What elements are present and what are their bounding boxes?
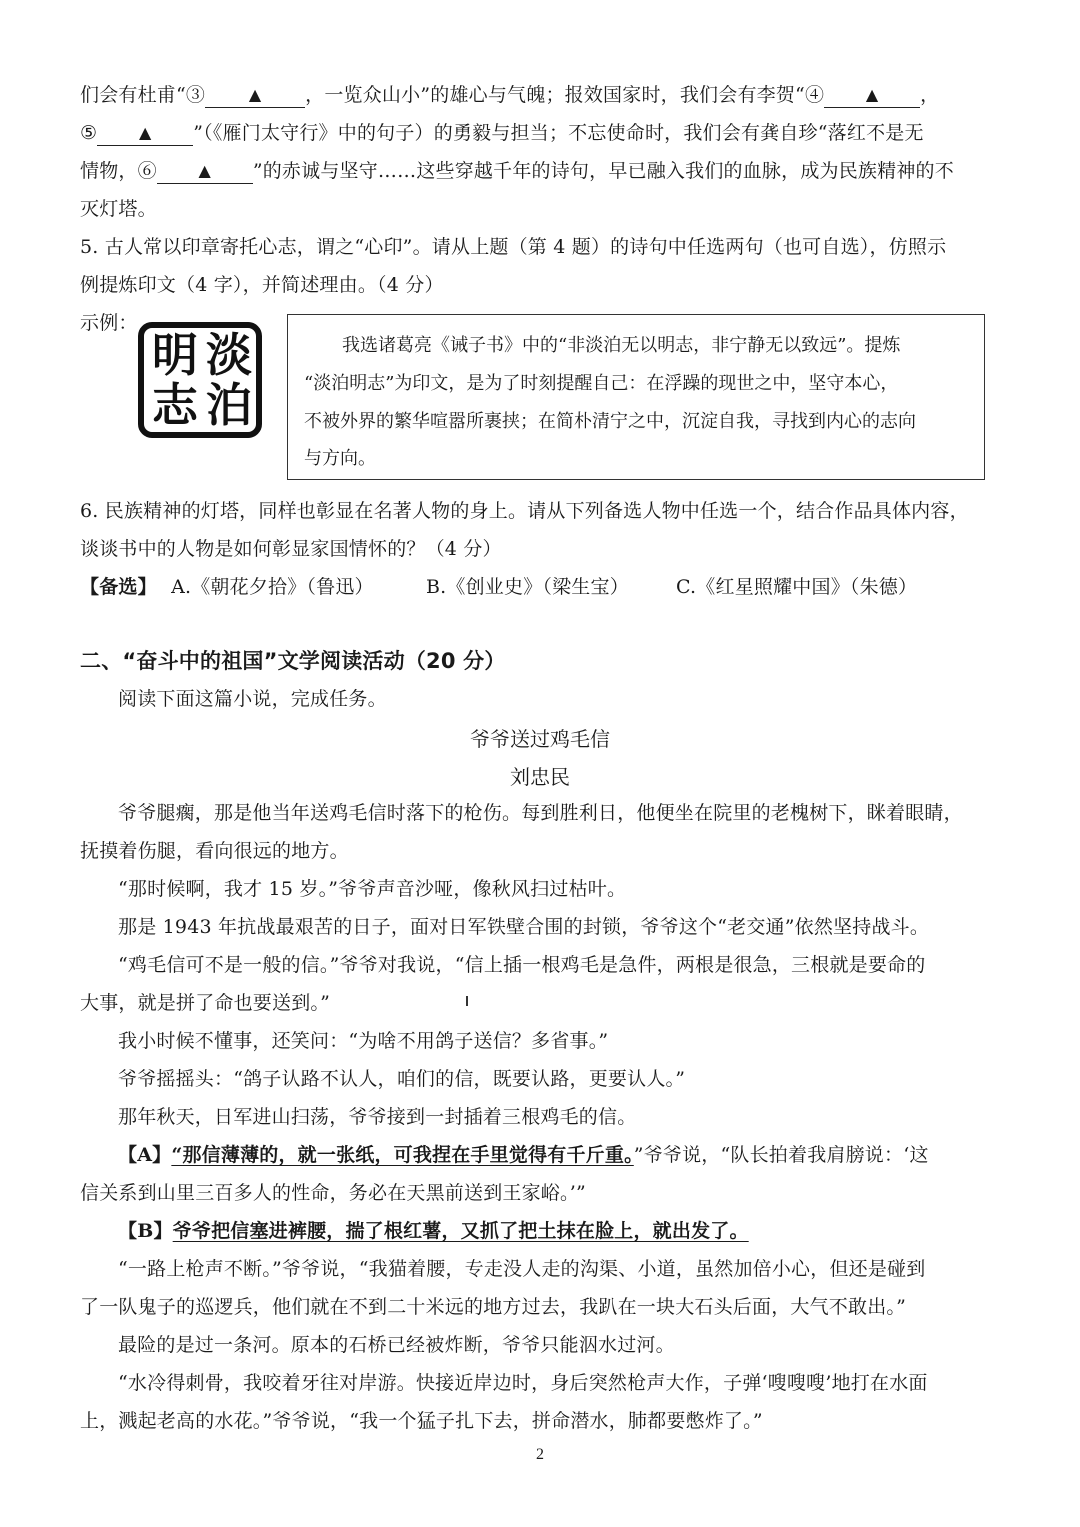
- q6-line-2: 谈谈书中的人物是如何彰显家国情怀的？（4 分）: [80, 538, 502, 560]
- story-line: “那时候啊，我才 15 岁。”爷爷声音沙哑，像秋风扫过枯叶。: [118, 878, 627, 900]
- example-label: 示例：: [80, 312, 138, 334]
- example-text-line: 与方向。: [304, 448, 376, 469]
- options-label: 【备选】: [80, 576, 157, 598]
- q6-options: [80, 574, 918, 600]
- seal-char: 淡: [206, 328, 252, 382]
- q4-line-2: ⑤ ▲ ”（《雁门太守行》中的句子）的勇毅与担当；不忘使命时，我们会有龚自珍“落红不是无: [80, 122, 924, 144]
- underlined-sentence-b: 爷爷把信塞进裤腰，揣了根红薯，又抓了把土抹在脸上，就出发了。: [172, 1220, 749, 1242]
- story-line: 那年秋天，日军进山扫荡，爷爷接到一封插着三根鸡毛的信。: [118, 1106, 637, 1128]
- story-line: 那是 1943 年抗战最艰苦的日子，面对日军铁壁合围的封锁，爷爷这个“老交通”依然坚持战斗。: [118, 916, 930, 938]
- example-answer-box: [287, 314, 985, 480]
- answer-blank-3[interactable]: ▲: [205, 83, 305, 108]
- story-line: 了一队鬼子的巡逻兵，他们就在不到二十米远的地方过去，我趴在一块大石头后面，大气不敢出。”: [80, 1296, 907, 1318]
- underlined-sentence-a: “那信薄薄的，就一张纸，可我捏在手里觉得有千斤重。: [171, 1144, 634, 1166]
- example-text-line: 不被外界的繁华喧嚣所裹挟；在简朴清宁之中，沉淀自我，寻找到内心的志向: [304, 411, 916, 432]
- q5-line-2: 例提炼印文（4 字），并简述理由。（4 分）: [80, 274, 444, 296]
- q6-line-1: 6. 民族精神的灯塔，同样也彰显在名著人物的身上。请从下列备选人物中任选一个，结合作品具体内容，: [80, 500, 969, 522]
- story-line: 上，溅起老高的水花。”爷爷说，“我一个猛子扎下去，拼命潜水，肺都要憋炸了。”: [80, 1410, 763, 1432]
- section-2-title: 二、“奋斗中的祖国”文学阅读活动（20 分）: [80, 649, 506, 673]
- story-paragraph-a: 【A】“那信薄薄的，就一张纸，可我捏在手里觉得有千斤重。”爷爷说，“队长拍着我肩膀说：‘这: [118, 1144, 929, 1166]
- example-text-line: “淡泊明志”为印文，是为了时刻提醒自己：在浮躁的现世之中，坚守本心，: [304, 373, 899, 394]
- marker-a: 【A】: [118, 1144, 172, 1166]
- story-line: 信关系到山里三百多人的性命，务必在天黑前送到王家峪。’”: [80, 1182, 586, 1204]
- answer-blank-4[interactable]: ▲: [824, 83, 920, 108]
- story-line: “一路上枪声不断。”爷爷说，“我猫着腰，专走没人走的沟渠、小道，虽然加倍小心，但还是碰到: [118, 1258, 926, 1280]
- story-line: 我小时候不懂事，还笑问：“为啥不用鸽子送信？多省事。”: [118, 1030, 609, 1052]
- q4-line-1: 们会有杜甫“③ ▲ ，一览众山小”的雄心与气魄；报效国家时，我们会有李贺“④ ▲ ，: [80, 84, 940, 106]
- answer-blank-6[interactable]: ▲: [157, 159, 253, 184]
- seal-stamp: [138, 322, 262, 438]
- example-text-line: 我选诸葛亮《诫子书》中的“非淡泊无以明志，非宁静无以致远”。提炼: [342, 335, 901, 356]
- option-a[interactable]: A.《朝花夕拾》（鲁迅）: [171, 576, 374, 598]
- option-c[interactable]: C.《红星照耀中国》（朱德）: [676, 576, 918, 598]
- story-line: 抚摸着伤腿，看向很远的地方。: [80, 840, 349, 862]
- scan-mark: [466, 996, 468, 1006]
- story-line: 大事，就是拼了命也要送到。”: [80, 992, 331, 1014]
- story-line: 最险的是过一条河。原本的石桥已经被炸断，爷爷只能泅水过河。: [118, 1334, 675, 1356]
- seal-char: 明: [152, 328, 198, 382]
- marker-b: 【B】: [118, 1220, 173, 1242]
- story-title: 爷爷送过鸡毛信: [470, 727, 610, 751]
- q4-line-3: 情物，⑥ ▲ ”的赤诚与坚守……这些穿越千年的诗句，早已融入我们的血脉，成为民族精神的不: [80, 160, 954, 182]
- story-line: 爷爷摇摇头：“鸽子认路不认人，咱们的信，既要认路，更要认人。”: [118, 1068, 686, 1090]
- q4-line-4: 灭灯塔。: [80, 198, 157, 220]
- story-author: 刘忠民: [510, 765, 570, 789]
- answer-blank-5[interactable]: ▲: [97, 121, 193, 146]
- section-2-instruction: 阅读下面这篇小说，完成任务。: [118, 688, 387, 710]
- seal-char: 泊: [206, 378, 252, 432]
- page-number: 2: [536, 1446, 544, 1463]
- story-line: 爷爷腿瘸，那是他当年送鸡毛信时落下的枪伤。每到胜利日，他便坐在院里的老槐树下，眯着眼睛，: [118, 802, 963, 824]
- option-b[interactable]: B.《创业史》（梁生宝）: [426, 576, 629, 598]
- story-line: “水冷得刺骨，我咬着牙往对岸游。快接近岸边时，身后突然枪声大作，子弹‘嗖嗖嗖’地打在水面: [118, 1372, 928, 1394]
- story-paragraph-b: [118, 1218, 749, 1244]
- seal-char: 志: [152, 378, 198, 432]
- q5-line-1: 5. 古人常以印章寄托心志，谓之“心印”。请从上题（第 4 题）的诗句中任选两句（也可自选），仿照示: [80, 236, 947, 258]
- story-line: “鸡毛信可不是一般的信。”爷爷对我说，“信上插一根鸡毛是急件，两根是很急，三根就是要命的: [118, 954, 926, 976]
